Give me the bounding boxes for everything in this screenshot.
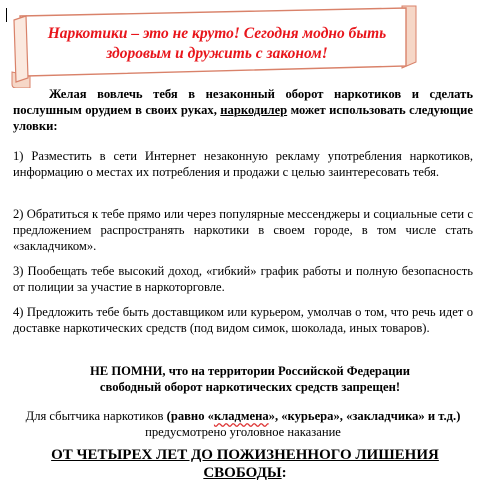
- warning-line-1: НЕ ПОМНИ, что на территории Российской Федерации: [89, 364, 411, 378]
- warning-block: [60, 363, 440, 395]
- intro-part-2: может использовать следующие уловки:: [13, 103, 473, 133]
- penalty-post: предусмотрено уголовное наказание: [145, 425, 341, 439]
- penalty-pre: Для сбытчика наркотиков: [25, 409, 167, 423]
- banner-line-2: здоровым и дружить с законом!: [106, 45, 328, 62]
- intro-dealer: наркодилер: [220, 103, 288, 117]
- list-item-1: 1) Разместить в сети Интернет незаконную рекламу употребления наркотиков, информацию о местах их потребления и продажи с целью заинтересовать тебя.: [13, 149, 473, 179]
- list-item-2: 2) Обратиться к тебе прямо или через популярные мессенджеры и социальные сети с предложением распространять наркотики в своем городе, в том числе стать «закладчиком».: [13, 207, 473, 253]
- intro-paragraph: [13, 86, 473, 134]
- penalty-paragraph: [13, 408, 473, 440]
- penalty-bold-1: (равно «: [166, 409, 214, 423]
- final-line-2: СВОБОДЫ: [203, 465, 282, 481]
- list-item-3: 3) Пообещать тебе высокий доход, «гибкий» график работы и полную безопасность от полиции за участие в наркоторговле.: [13, 264, 473, 294]
- penalty-bold-2: », «курьера», «закладчика» и т.д.): [268, 409, 461, 423]
- banner-slogan: [32, 24, 402, 64]
- warning-line-2: свободный оборот наркотических средств запрещен!: [99, 380, 401, 394]
- banner-line-1: Наркотики – это не круто! Сегодня модно быть: [47, 25, 387, 42]
- scroll-banner: [2, 2, 422, 88]
- final-sentence: [40, 446, 450, 482]
- intro-part-1: Желая вовлечь тебя в незаконный оборот наркотиков и сделать послушным орудием в своих руках,: [13, 87, 473, 117]
- final-line-1: ОТ ЧЕТЫРЕХ ЛЕТ ДО ПОЖИЗНЕННОГО ЛИШЕНИЯ: [51, 447, 439, 463]
- penalty-kladmena: кладмена: [213, 409, 269, 423]
- final-colon: :: [281, 465, 287, 481]
- list-item-4: 4) Предложить тебе быть доставщиком или курьером, умолчав о том, что речь идет о доставке наркотических средств (под видом симок, шоколада, иных товаров).: [13, 305, 473, 335]
